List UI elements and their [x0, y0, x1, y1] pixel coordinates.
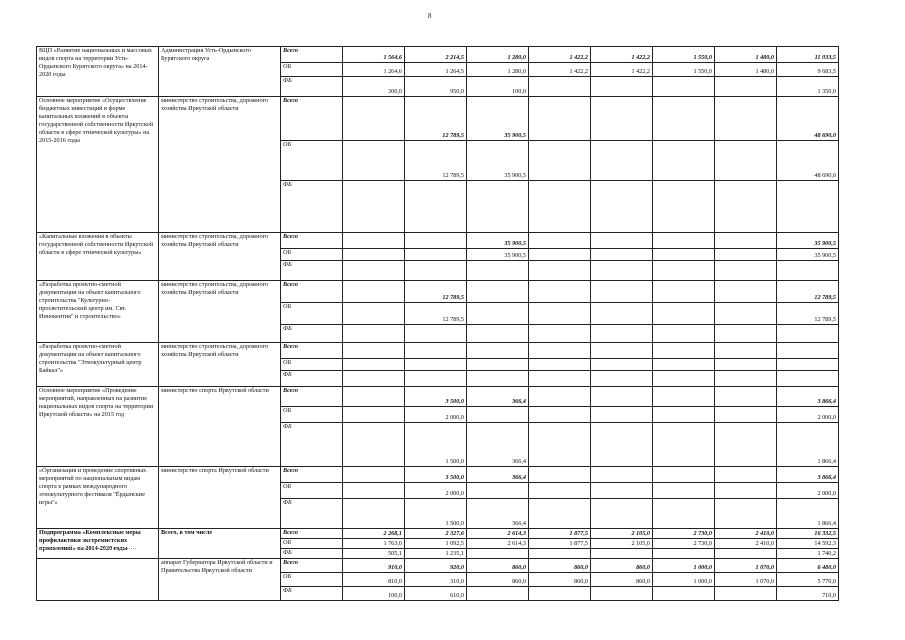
- amount-cell: 1 500,0: [405, 423, 467, 467]
- funding-source-cell: ФБ: [281, 587, 343, 601]
- amount-cell: 860,0: [467, 573, 529, 587]
- amount-cell: 1 235,1: [405, 549, 467, 559]
- amount-cell: [467, 181, 529, 233]
- amount-cell: [653, 325, 715, 343]
- page-fold-line: [36, 548, 136, 549]
- amount-cell: [715, 141, 777, 181]
- amount-cell: [715, 77, 777, 97]
- amount-cell: 860,0: [591, 573, 653, 587]
- funding-source-cell: ФБ: [281, 549, 343, 559]
- amount-cell: 35 900,5: [467, 141, 529, 181]
- amount-cell: [343, 499, 405, 529]
- amount-cell: 1 480,0: [715, 47, 777, 63]
- amount-cell: [529, 303, 591, 325]
- amount-cell: [591, 233, 653, 249]
- amount-cell: 35 900,5: [467, 233, 529, 249]
- amount-cell: 1 866,4: [777, 423, 839, 467]
- amount-cell: [653, 261, 715, 281]
- amount-cell: [529, 233, 591, 249]
- amount-cell: 1 000,0: [653, 573, 715, 587]
- funding-source-cell: ФБ: [281, 261, 343, 281]
- amount-cell: [343, 261, 405, 281]
- amount-cell: 14 592,3: [777, 539, 839, 549]
- amount-cell: [343, 303, 405, 325]
- amount-cell: [715, 549, 777, 559]
- amount-cell: [653, 387, 715, 407]
- amount-cell: [591, 77, 653, 97]
- amount-cell: 920,0: [405, 559, 467, 573]
- table-row: [37, 281, 839, 303]
- funding-source-cell: ОБ: [281, 539, 343, 549]
- funding-source-cell: Всего: [281, 529, 343, 539]
- amount-cell: 9 683,5: [777, 63, 839, 77]
- executor-cell: аппарат Губернатора Иркутской области и Правительства Иркутской области: [159, 559, 281, 601]
- amount-cell: [715, 371, 777, 387]
- amount-cell: [715, 499, 777, 529]
- amount-cell: [777, 359, 839, 371]
- amount-cell: 35 900,5: [467, 249, 529, 261]
- amount-cell: 11 033,5: [777, 47, 839, 63]
- amount-cell: [343, 343, 405, 359]
- amount-cell: [653, 407, 715, 423]
- amount-cell: 366,4: [467, 467, 529, 483]
- amount-cell: 2 000,0: [777, 407, 839, 423]
- amount-cell: [715, 249, 777, 261]
- funding-source-cell: ФБ: [281, 499, 343, 529]
- funding-source-cell: ФБ: [281, 371, 343, 387]
- amount-cell: [591, 181, 653, 233]
- amount-cell: 1 264,5: [405, 63, 467, 77]
- amount-cell: [467, 549, 529, 559]
- amount-cell: 910,0: [343, 559, 405, 573]
- amount-cell: [591, 549, 653, 559]
- amount-cell: 950,0: [405, 77, 467, 97]
- amount-cell: 1 564,6: [343, 47, 405, 63]
- amount-cell: [467, 483, 529, 499]
- amount-cell: 1 763,0: [343, 539, 405, 549]
- amount-cell: 1 422,2: [529, 47, 591, 63]
- amount-cell: [591, 407, 653, 423]
- amount-cell: 366,4: [467, 387, 529, 407]
- amount-cell: [653, 587, 715, 601]
- amount-cell: 1 280,0: [467, 63, 529, 77]
- amount-cell: [405, 249, 467, 261]
- measure-name-cell: Основное мероприятие «Осуществление бюджетных инвестиций в форме капитальных вложений в объекты государственной собственности Иркутской области в сфере этнической культуры» на 2015-2016 годы: [37, 97, 159, 233]
- amount-cell: [591, 483, 653, 499]
- amount-cell: [467, 325, 529, 343]
- funding-source-cell: ОБ: [281, 359, 343, 371]
- amount-cell: [591, 281, 653, 303]
- executor-cell: Всего, в том числе: [159, 529, 281, 559]
- table-row: [37, 387, 839, 407]
- executor-cell: министерство строительства, дорожного хозяйства Иркутской области: [159, 343, 281, 387]
- funding-source-cell: ОБ: [281, 483, 343, 499]
- amount-cell: [343, 141, 405, 181]
- measure-name-cell: «Капитальные вложения в объекты государственной собственности Иркутской области в сфере этнической культуры»: [37, 233, 159, 281]
- amount-cell: [653, 467, 715, 483]
- funding-source-cell: ФБ: [281, 325, 343, 343]
- executor-cell: министерство строительства, дорожного хозяйства Иркутской области: [159, 233, 281, 281]
- amount-cell: [653, 181, 715, 233]
- amount-cell: 48 690,0: [777, 141, 839, 181]
- amount-cell: [591, 467, 653, 483]
- amount-cell: 2 410,0: [715, 529, 777, 539]
- amount-cell: [653, 549, 715, 559]
- measure-name-cell: «Разработка проектно-сметной документации на объект капитального строительства "Культурно-просветительский центр им. Свт. Иннокентия" и строительство»: [37, 281, 159, 343]
- amount-cell: [653, 77, 715, 97]
- amount-cell: [653, 303, 715, 325]
- amount-cell: [529, 141, 591, 181]
- amount-cell: 3 866,4: [777, 467, 839, 483]
- amount-cell: [715, 281, 777, 303]
- amount-cell: [777, 371, 839, 387]
- amount-cell: [777, 343, 839, 359]
- amount-cell: 12 789,5: [405, 281, 467, 303]
- amount-cell: [715, 467, 777, 483]
- table-row: [37, 559, 839, 573]
- amount-cell: 860,0: [467, 559, 529, 573]
- amount-cell: [653, 499, 715, 529]
- amount-cell: [591, 587, 653, 601]
- amount-cell: [653, 359, 715, 371]
- amount-cell: [591, 141, 653, 181]
- amount-cell: 860,0: [591, 559, 653, 573]
- amount-cell: 2 327,6: [405, 529, 467, 539]
- amount-cell: 505,1: [343, 549, 405, 559]
- amount-cell: [343, 325, 405, 343]
- amount-cell: [715, 407, 777, 423]
- amount-cell: [715, 343, 777, 359]
- amount-cell: [343, 97, 405, 141]
- amount-cell: 610,0: [405, 587, 467, 601]
- amount-cell: 810,0: [343, 573, 405, 587]
- funding-source-cell: ОБ: [281, 407, 343, 423]
- amount-cell: 35 900,5: [467, 97, 529, 141]
- amount-cell: [343, 281, 405, 303]
- amount-cell: [405, 325, 467, 343]
- measure-name-cell: «Разработка проектно-сметной документации на объект капитального строительства "Этнокультурный центр Байкал"»: [37, 343, 159, 387]
- amount-cell: [591, 325, 653, 343]
- amount-cell: [467, 303, 529, 325]
- amount-cell: [343, 407, 405, 423]
- funding-source-cell: Всего: [281, 387, 343, 407]
- amount-cell: 2 000,0: [405, 407, 467, 423]
- executor-cell: Администрация Усть-Ордынского Бурятского округа: [159, 47, 281, 97]
- amount-cell: 1 877,5: [529, 529, 591, 539]
- table-row: [37, 467, 839, 483]
- funding-source-cell: Всего: [281, 97, 343, 141]
- amount-cell: [467, 359, 529, 371]
- amount-cell: [467, 371, 529, 387]
- amount-cell: [405, 359, 467, 371]
- amount-cell: [715, 233, 777, 249]
- amount-cell: [715, 97, 777, 141]
- amount-cell: [777, 261, 839, 281]
- amount-cell: [653, 371, 715, 387]
- amount-cell: [591, 261, 653, 281]
- funding-source-cell: Всего: [281, 233, 343, 249]
- amount-cell: 860,0: [529, 573, 591, 587]
- amount-cell: [715, 387, 777, 407]
- page-number: 8: [428, 12, 432, 20]
- amount-cell: [529, 181, 591, 233]
- amount-cell: 3 500,0: [405, 467, 467, 483]
- amount-cell: [715, 587, 777, 601]
- executor-cell: министерство строительства, дорожного хозяйства Иркутской области: [159, 281, 281, 343]
- amount-cell: 100,0: [467, 77, 529, 97]
- funding-source-cell: ОБ: [281, 573, 343, 587]
- executor-cell: министерство спорта Иркутской области: [159, 467, 281, 529]
- amount-cell: 35 900,5: [777, 249, 839, 261]
- amount-cell: 1 500,0: [405, 499, 467, 529]
- measure-name-cell: «Организация и проведение спортивных мероприятий по национальным видам спорта в рамках международного этнокультурного фестиваля "Ёрдынские игры"»: [37, 467, 159, 529]
- amount-cell: [591, 97, 653, 141]
- funding-source-cell: ОБ: [281, 63, 343, 77]
- amount-cell: 1 422,2: [591, 63, 653, 77]
- amount-cell: 12 789,5: [405, 97, 467, 141]
- amount-cell: [467, 281, 529, 303]
- amount-cell: 16 332,5: [777, 529, 839, 539]
- amount-cell: 2 000,0: [777, 483, 839, 499]
- amount-cell: [343, 249, 405, 261]
- amount-cell: 366,4: [467, 423, 529, 467]
- funding-source-cell: ОБ: [281, 303, 343, 325]
- table-row: [37, 47, 839, 63]
- amount-cell: 2 614,3: [467, 539, 529, 549]
- amount-cell: 710,0: [777, 587, 839, 601]
- amount-cell: [343, 423, 405, 467]
- amount-cell: 1 070,0: [715, 573, 777, 587]
- amount-cell: [777, 181, 839, 233]
- amount-cell: 100,0: [343, 587, 405, 601]
- amount-cell: 1 422,2: [529, 63, 591, 77]
- amount-cell: [467, 407, 529, 423]
- amount-cell: [467, 343, 529, 359]
- table-row: [37, 529, 839, 539]
- amount-cell: [653, 281, 715, 303]
- amount-cell: [343, 181, 405, 233]
- amount-cell: 12 789,5: [405, 303, 467, 325]
- amount-cell: 2 614,3: [467, 529, 529, 539]
- amount-cell: 1 422,2: [591, 47, 653, 63]
- amount-cell: 12 789,5: [777, 281, 839, 303]
- amount-cell: [343, 387, 405, 407]
- budget-table: [36, 46, 839, 601]
- amount-cell: [529, 499, 591, 529]
- amount-cell: [405, 343, 467, 359]
- amount-cell: 12 789,5: [405, 141, 467, 181]
- amount-cell: 1 877,5: [529, 539, 591, 549]
- amount-cell: 2 105,0: [591, 529, 653, 539]
- amount-cell: [529, 249, 591, 261]
- table-row: [37, 343, 839, 359]
- amount-cell: [343, 467, 405, 483]
- amount-cell: [591, 387, 653, 407]
- amount-cell: 1 550,0: [653, 47, 715, 63]
- amount-cell: 860,0: [529, 559, 591, 573]
- amount-cell: 3 866,4: [777, 387, 839, 407]
- amount-cell: [529, 343, 591, 359]
- measure-name-cell: Основное мероприятие «Проведение мероприятий, направленных на развитие национальных видов спорта на территории Иркутской области» на 2015 год: [37, 387, 159, 467]
- funding-source-cell: Всего: [281, 467, 343, 483]
- amount-cell: [591, 343, 653, 359]
- amount-cell: [405, 181, 467, 233]
- amount-cell: 310,0: [405, 573, 467, 587]
- amount-cell: [777, 325, 839, 343]
- amount-cell: [529, 587, 591, 601]
- amount-cell: 1 550,0: [653, 63, 715, 77]
- table-row: [37, 97, 839, 141]
- executor-cell: министерство спорта Иркутской области: [159, 387, 281, 467]
- amount-cell: 2 268,1: [343, 529, 405, 539]
- amount-cell: 1 280,0: [467, 47, 529, 63]
- amount-cell: [529, 97, 591, 141]
- amount-cell: 2 000,0: [405, 483, 467, 499]
- amount-cell: 366,4: [467, 499, 529, 529]
- amount-cell: [591, 423, 653, 467]
- amount-cell: 2 214,5: [405, 47, 467, 63]
- amount-cell: [591, 499, 653, 529]
- funding-source-cell: ФБ: [281, 423, 343, 467]
- amount-cell: [529, 467, 591, 483]
- amount-cell: 1 740,2: [777, 549, 839, 559]
- amount-cell: 5 770,0: [777, 573, 839, 587]
- amount-cell: [343, 483, 405, 499]
- funding-source-cell: Всего: [281, 47, 343, 63]
- amount-cell: [591, 371, 653, 387]
- amount-cell: 2 410,0: [715, 539, 777, 549]
- amount-cell: [405, 233, 467, 249]
- funding-source-cell: ФБ: [281, 181, 343, 233]
- amount-cell: [529, 261, 591, 281]
- amount-cell: [715, 181, 777, 233]
- amount-cell: [343, 371, 405, 387]
- funding-source-cell: Всего: [281, 343, 343, 359]
- amount-cell: [529, 387, 591, 407]
- amount-cell: [653, 423, 715, 467]
- amount-cell: 1 264,6: [343, 63, 405, 77]
- amount-cell: 1 350,0: [777, 77, 839, 97]
- amount-cell: [653, 343, 715, 359]
- amount-cell: [529, 77, 591, 97]
- amount-cell: [467, 587, 529, 601]
- amount-cell: [405, 261, 467, 281]
- amount-cell: [529, 371, 591, 387]
- funding-source-cell: ОБ: [281, 249, 343, 261]
- amount-cell: 1 092,5: [405, 539, 467, 549]
- amount-cell: 2 730,0: [653, 529, 715, 539]
- amount-cell: [715, 325, 777, 343]
- amount-cell: [715, 423, 777, 467]
- amount-cell: [591, 359, 653, 371]
- amount-cell: 1 070,0: [715, 559, 777, 573]
- funding-source-cell: ФБ: [281, 77, 343, 97]
- amount-cell: [653, 141, 715, 181]
- amount-cell: 48 690,0: [777, 97, 839, 141]
- amount-cell: [529, 423, 591, 467]
- amount-cell: 35 900,5: [777, 233, 839, 249]
- amount-cell: [529, 325, 591, 343]
- amount-cell: [529, 359, 591, 371]
- measure-name-cell: [37, 559, 159, 601]
- amount-cell: [529, 407, 591, 423]
- amount-cell: 2 730,0: [653, 539, 715, 549]
- amount-cell: [653, 249, 715, 261]
- amount-cell: [343, 233, 405, 249]
- amount-cell: [405, 371, 467, 387]
- amount-cell: 3 500,0: [405, 387, 467, 407]
- amount-cell: 1 866,4: [777, 499, 839, 529]
- funding-source-cell: Всего: [281, 559, 343, 573]
- amount-cell: 2 105,0: [591, 539, 653, 549]
- funding-source-cell: ОБ: [281, 141, 343, 181]
- amount-cell: [529, 549, 591, 559]
- funding-source-cell: Всего: [281, 281, 343, 303]
- amount-cell: [591, 249, 653, 261]
- amount-cell: [715, 303, 777, 325]
- amount-cell: [715, 359, 777, 371]
- amount-cell: 300,0: [343, 77, 405, 97]
- measure-name-cell: ВЦП «Развитие национальных и массовых видов спорта на территории Усть-Ордынского Бурятского округа» на 2014-2020 годы: [37, 47, 159, 97]
- amount-cell: 6 480,0: [777, 559, 839, 573]
- amount-cell: [653, 233, 715, 249]
- amount-cell: [529, 281, 591, 303]
- amount-cell: [715, 261, 777, 281]
- amount-cell: [591, 303, 653, 325]
- amount-cell: [467, 261, 529, 281]
- amount-cell: 1 000,0: [653, 559, 715, 573]
- amount-cell: 12 789,5: [777, 303, 839, 325]
- amount-cell: [715, 483, 777, 499]
- measure-name-cell: Подпрограмма «Комплексные меры профилактики экстремистских проявлений» на 2014-2020 годы: [37, 529, 159, 559]
- amount-cell: 1 480,0: [715, 63, 777, 77]
- amount-cell: [343, 359, 405, 371]
- amount-cell: [653, 97, 715, 141]
- amount-cell: [653, 483, 715, 499]
- executor-cell: министерство строительства, дорожного хозяйства Иркутской области: [159, 97, 281, 233]
- amount-cell: [529, 483, 591, 499]
- table-row: [37, 233, 839, 249]
